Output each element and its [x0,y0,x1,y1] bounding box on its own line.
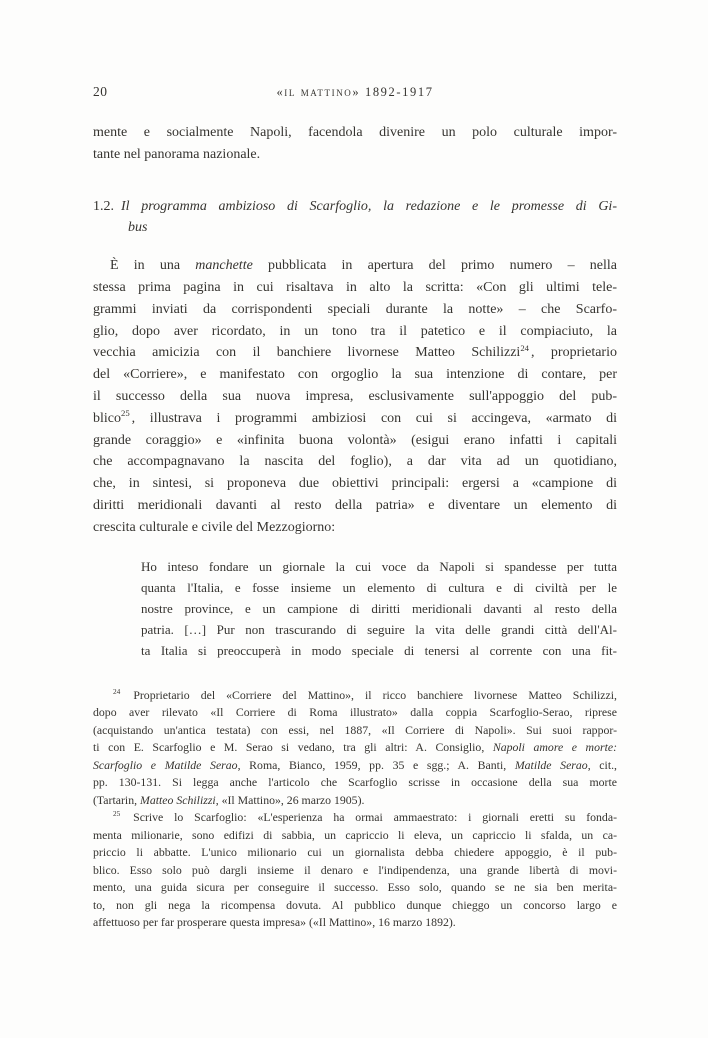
text-line: crescita culturale e civile del Mezzogiorno: [93,519,336,535]
text-line: menta milionarie, sono edifizi di sabbia, un capriccio li eleva, un capriccio li sfalda, un ca- [93,827,617,842]
text-line: ta Italia si preoccuperà in modo speciale di tenersi al corrente con una fit- [141,642,617,658]
page-number: 20 [93,84,108,99]
text-line: che, in sintesi, si proponeva due obiettivi principali: ergersi a «campione di [93,476,617,492]
text-line: priccio li abbatte. L'unico milionario cui un giornalista debba chiedere appoggio, è il pub- [93,845,617,860]
section-heading-line2: bus [128,220,148,236]
text-line: mento, una guida sicura per conseguire il successo. Esso solo, quando se ne sia ben merita- [93,880,617,895]
text-line: il successo della sua nuova impresa, esclusivamente sull'appoggio del pub- [93,388,617,404]
text-line: stessa prima pagina in cui risaltava in alto la scritta: «Con gli ultimi tele- [93,279,617,295]
section-number: 1.2. [93,198,114,214]
page-header [93,84,617,100]
text-line: grande coraggio» e «infinita buona volontà» (esigui erano infatti i capitali [93,432,617,448]
text-line: $^{25}$ Scrive lo Scarfoglio: «L'esperienza ha ormai ammaestrato: i giornali eretti su fonda- [113,809,617,825]
footnote-24 [93,687,617,810]
text-line: affettuoso per far prosperare questa impresa» («Il Mattino», 16 marzo 1892). [93,915,456,930]
running-title: «il mattino» 1892-1917 [276,85,434,99]
text-line: Ho inteso fondare un giornale la cui voce da Napoli si spandesse per tutta [141,558,617,574]
text-line: diritti meridionali davanti al resto della patria» e diventare un elemento di [93,497,617,513]
text-line: tante nel panorama nazionale. [93,146,261,162]
text-line: $^{24}$ Proprietario del «Corriere del Mattino», il ricco banchiere livornese Matteo Schilizzi, [113,686,617,702]
section-heading-line1 [93,196,617,218]
text-line: grammi inviati da corrispondenti speciali durante la notte» – che Scarfo- [93,301,617,317]
text-line: vecchia amicizia con il banchiere livornese Matteo Schilizzi$^{24}$ , proprietario [93,342,617,361]
text-line: quanta l'Italia, e fosse insieme un elemento di cultura e di civiltà per le [141,579,617,595]
text-line: nostre province, e un campione di diritti meridionali davanti al resto della [141,600,617,616]
section-heading [93,196,617,240]
text-line: Scarfoglio e Matilde Serao, Roma, Bianco, 1959, pp. 35 e sgg.; A. Banti, Matilde Serao, cit., [93,757,617,772]
text-line: to, non gli nega la ricompensa dovuta. Al pubblico dunque chieggo un concorso largo e [93,897,617,912]
text-line: mente e socialmente Napoli, facendola divenire un polo culturale impor- [93,125,617,140]
text-line: pp. 130-131. Si legga anche l'articolo che Scarfoglio scrisse in occasione della sua morte [93,775,617,790]
text-line: del «Corriere», e manifestato con orgoglio la sua intenzione di contare, per [93,367,617,383]
section-title: Il programma ambizioso di Scarfoglio, la redazione e le promesse di Gi- [121,198,617,214]
text-line: che accompagnavano la nascita del foglio), a dar vita ad un quotidiano, [93,454,617,470]
text-line: È in una manchette pubblicata in apertura del primo numero – nella [110,258,617,274]
footnote-25 [93,809,617,932]
text-line: glio, dopo aver ricordato, in un tono tra il patetico e il compiaciuto, la [93,323,617,339]
text-line: (Tartarin, Matteo Schilizzi, «Il Mattino», 26 marzo 1905). [93,792,365,807]
text-line: ti con E. Scarfoglio e M. Serao si vedano, tra gli altri: A. Consiglio, Napoli amore e morte: [93,740,618,755]
page-content [93,84,617,932]
paragraph-continuation [93,122,617,166]
footnotes-section [93,687,617,932]
text-line: dopo aver rilevato «Il Corriere di Roma illustrato» dalla coppia Scarfoglio-Serao, riprese [93,705,617,720]
block-quote [93,556,617,661]
text-line: (acquistando un'antica testata) con essi, nel 1887, «Il Corriere di Napoli». Sui suoi rappor- [93,722,617,737]
text-line: blico$^{25}$ , illustrava i programmi ambiziosi con cui si accingeva, «armato di [93,408,617,426]
main-paragraph [93,255,617,538]
text-line: patria. […] Pur non trascurando di seguire la vita delle grandi città dell'Al- [141,621,617,637]
text-line: blico. Esso solo può dargli insieme il denaro e l'indipendenza, una grande libertà di movi- [93,862,617,877]
